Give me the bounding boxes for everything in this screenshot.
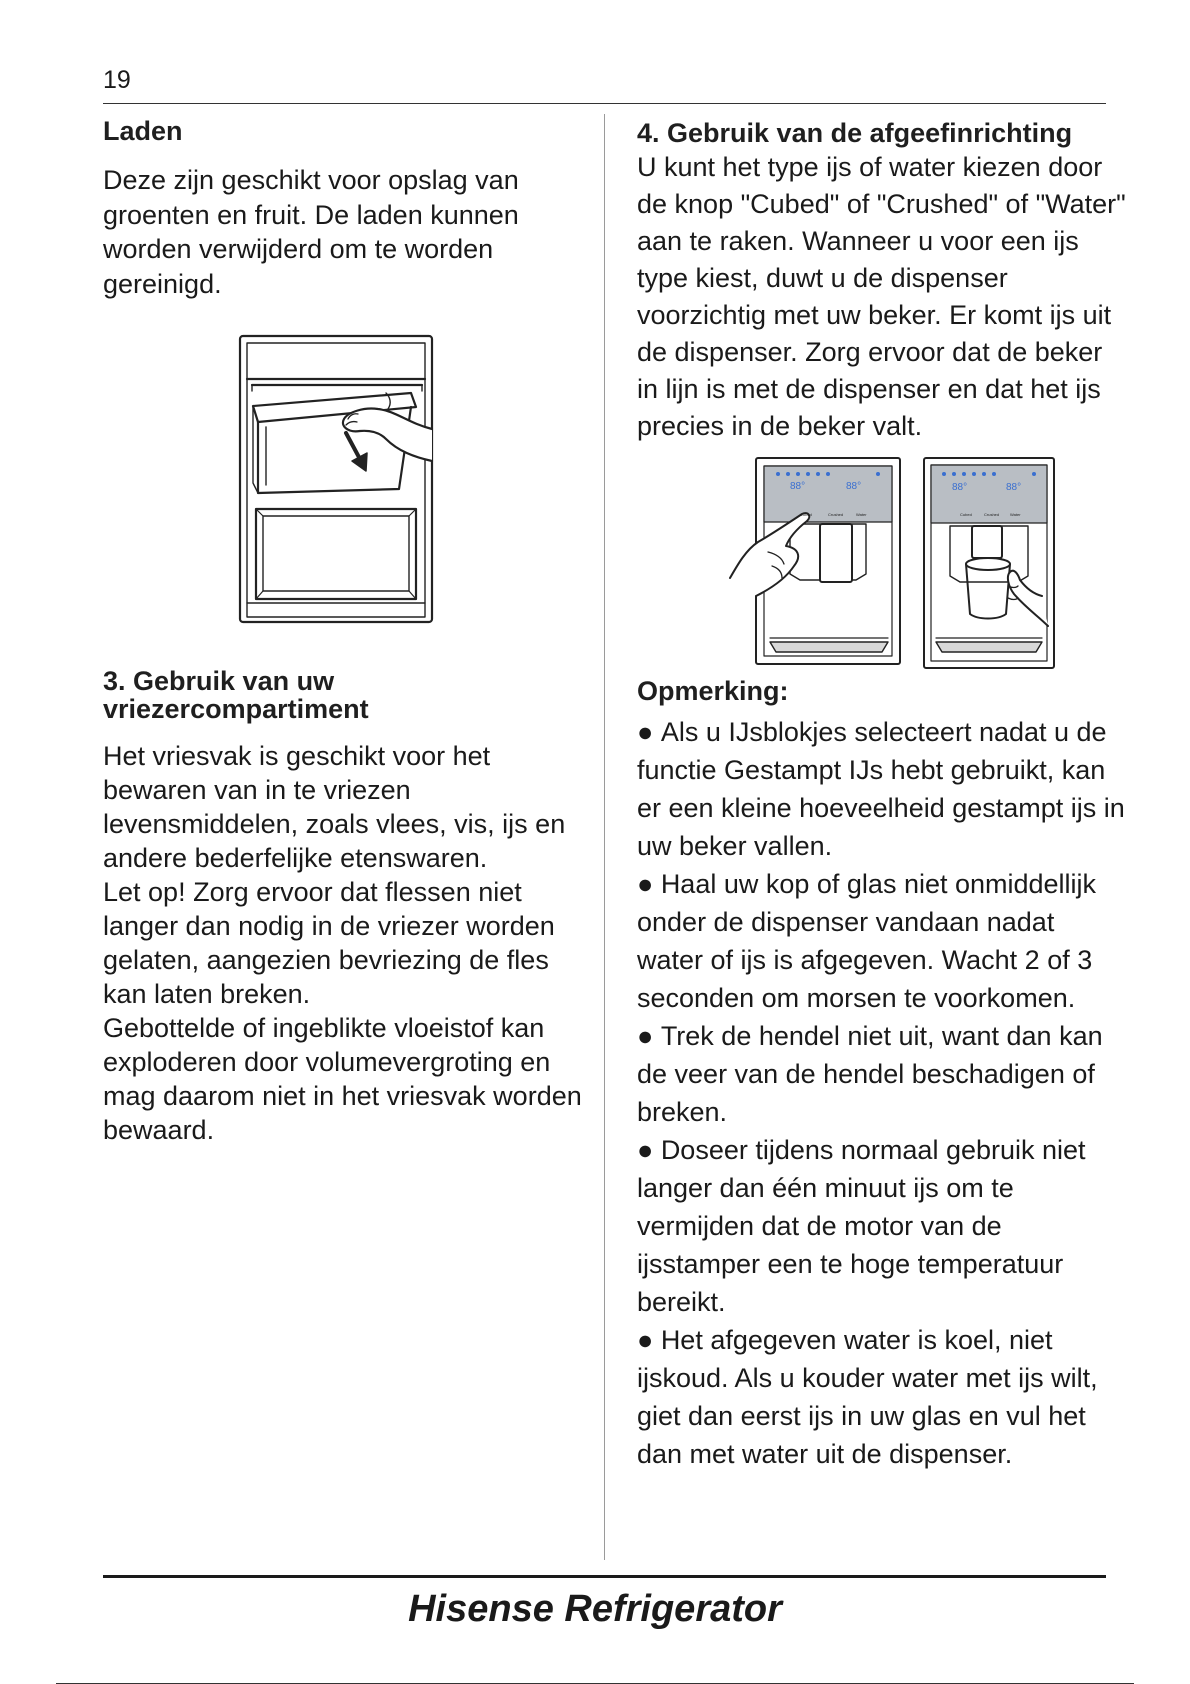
freezer-heading [103, 667, 593, 723]
freezer-paragraph-2: Let op! Zorg ervoor dat flessen niet langer dan nodig in de vriezer worden gelaten, aangezien bevriezing de fles kan laten breken. [103, 877, 555, 1009]
header-rule [103, 103, 1106, 104]
note-item: ● Doseer tijdens normaal gebruik niet langer dan één minuut ijs om te vermijden dat de motor van de ijsstamper een te hoge temperatuur bereikt. [637, 1131, 1127, 1321]
panel-cubed-button-1[interactable]: Cubed [800, 512, 812, 517]
footer-rule [103, 1575, 1106, 1578]
drawers-heading: Laden [103, 116, 183, 146]
note-item: ● Trek de hendel niet uit, want dan kan de veer van de hendel beschadigen of breken. [637, 1017, 1127, 1131]
freezer-heading-line1: 3. Gebruik van uw [103, 666, 335, 696]
dispenser-button-press-illustration [728, 456, 902, 666]
drawer-removal-illustration [236, 333, 436, 625]
freezer-paragraph-1: Het vriesvak is geschikt voor het bewaren van in te vriezen levensmiddelen, zoals vlees, vis, ijs en andere bederfelijke etenswaren. [103, 741, 566, 873]
panel-cubed-button-2[interactable]: Cubed [960, 512, 972, 517]
dispenser-text: U kunt het type ijs of water kiezen door de knop "Cubed" of "Crushed" of "Water" aan te raken. Wanneer u voor een ijs type kiest, duwt u de dispenser voorzichtig met uw beker. Er komt ijs uit de dispenser. Zorg ervoor dat de beker in lijn is met de dispenser en dat het ijs precies in de beker valt. [637, 152, 1126, 441]
panel-crushed-button-2[interactable]: Crushed [984, 512, 1000, 517]
footer-brand-title: Hisense Refrigerator [408, 1588, 782, 1630]
panel-display-right-2: 88° [1006, 482, 1022, 493]
dispenser-glass-illustration [922, 456, 1056, 670]
freezer-paragraph-3: Gebottelde of ingeblikte vloeistof kan exploderen door volumevergroting en mag daarom niet in het vriesvak worden bewaard. [103, 1013, 582, 1145]
panel-display-left-1: 88° [790, 481, 806, 492]
panel-water-button-1[interactable]: Water [856, 512, 867, 517]
right-column [637, 120, 1127, 1473]
note-item: ● Het afgegeven water is koel, niet ijskoud. Als u kouder water met ijs wilt, giet dan eerst ijs in uw glas en vul het dan met water uit de dispenser. [637, 1321, 1127, 1473]
note-heading: Opmerking: [637, 676, 789, 706]
freezer-body [103, 739, 593, 1147]
note-item: ● Haal uw kop of glas niet onmiddellijk onder de dispenser vandaan nadat water of ijs is afgegeven. Wacht 2 of 3 seconden om morsen te voorkomen. [637, 865, 1127, 1017]
panel-display-left-2: 88° [952, 482, 968, 493]
panel-water-button-2[interactable]: Water [1010, 512, 1021, 517]
notes-list [637, 713, 1127, 1473]
note-item: ● Als u IJsblokjes selecteert nadat u de functie Gestampt IJs hebt gebruikt, kan er een kleine hoeveelheid gestampt ijs in uw beker vallen. [637, 713, 1127, 865]
dispenser-heading: 4. Gebruik van de afgeefinrichting [637, 118, 1073, 148]
panel-crushed-button-1[interactable]: Crushed [828, 512, 844, 517]
drawers-text: Deze zijn geschikt voor opslag van groenten en fruit. De laden kunnen worden verwijderd om te worden gereinigd. [103, 165, 519, 299]
page-number: 19 [103, 66, 131, 94]
column-divider [604, 114, 605, 1560]
dispenser-illustrations [728, 456, 1127, 670]
freezer-heading-line2: vriezercompartiment [103, 694, 369, 724]
left-column [103, 118, 593, 1147]
panel-display-right-1: 88° [846, 481, 862, 492]
